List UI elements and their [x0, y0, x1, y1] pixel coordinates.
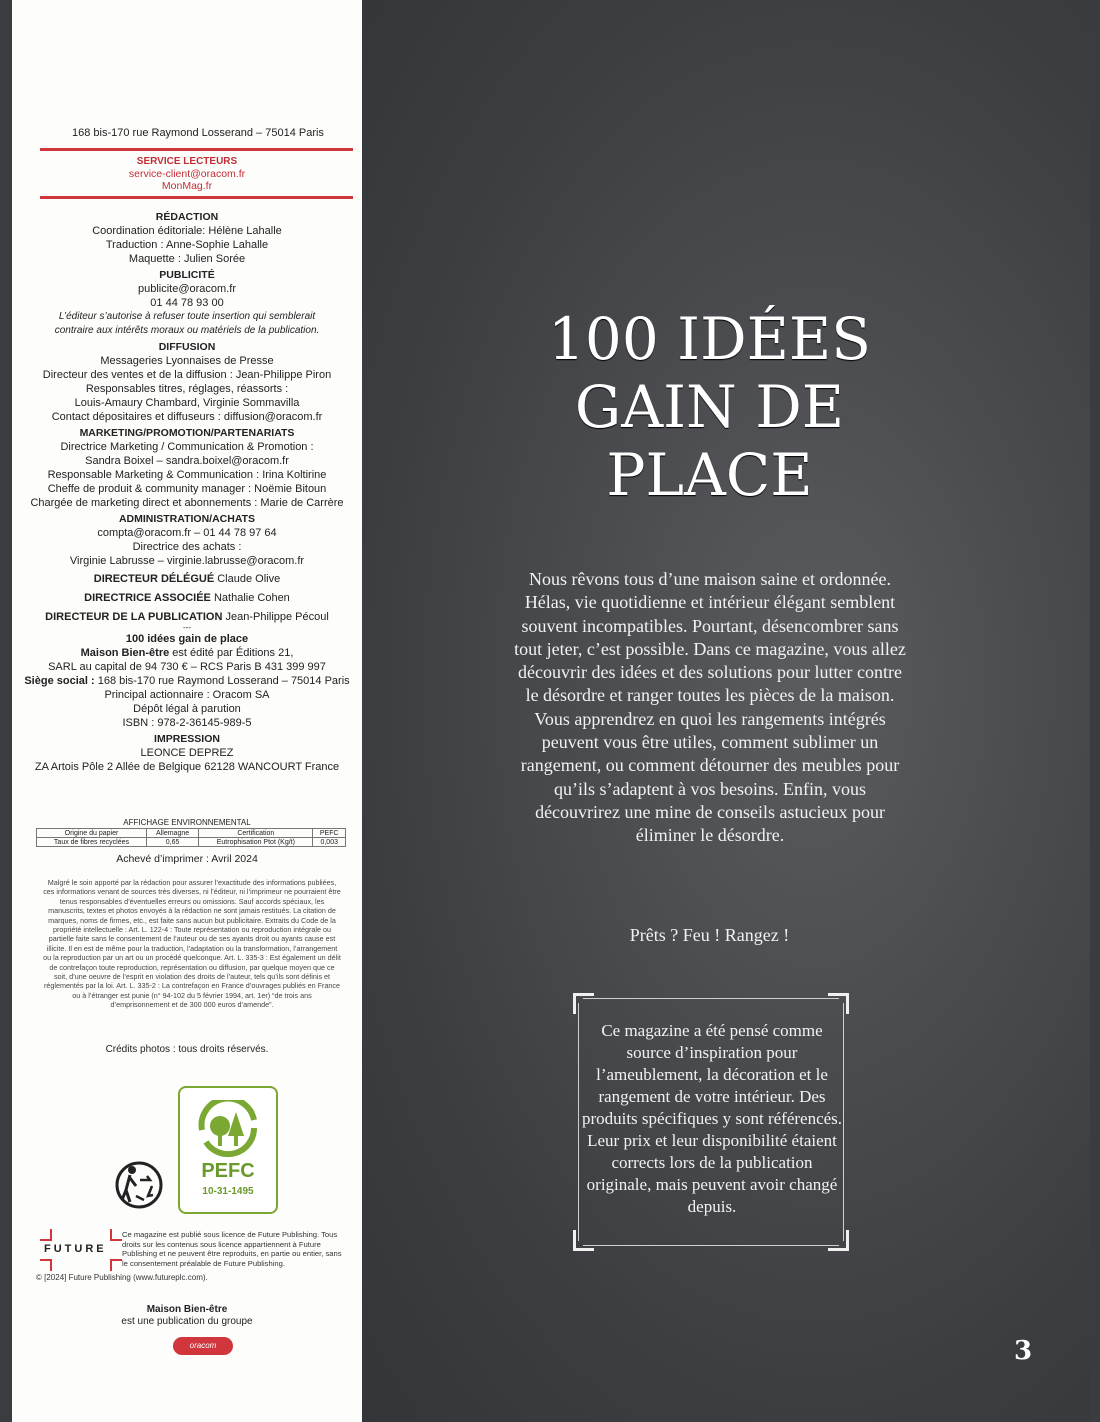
- edition-editor: [12, 646, 362, 660]
- table-cell: PEFC: [313, 829, 346, 838]
- red-divider-bottom: [40, 196, 353, 199]
- service-lecteurs-site[interactable]: MonMag.fr: [161, 180, 213, 192]
- maison-publication: [12, 1304, 362, 1328]
- diffusion-line: Contact dépositaires et diffuseurs : diffusion@oracom.fr: [51, 411, 323, 423]
- administration-line: Directrice des achats :: [132, 541, 242, 553]
- affichage-title: AFFICHAGE ENVIRONNEMENTAL: [123, 818, 251, 827]
- edition-actionnaire: Principal actionnaire : Oracom SA: [104, 689, 270, 701]
- edition-sarl: SARL au capital de 94 730 € – RCS Paris B 431 399 997: [48, 661, 326, 673]
- table-row: [37, 838, 346, 847]
- directrice-associee: [12, 591, 362, 605]
- edition-editor-rest: est édité par Éditions 21,: [169, 647, 294, 659]
- table-cell: 0,003: [313, 838, 346, 847]
- redaction-heading: RÉDACTION: [155, 211, 219, 223]
- credits-block: [12, 208, 362, 774]
- photo-credits: Crédits photos : tous droits réservés.: [105, 1044, 269, 1055]
- pefc-label: PEFC: [201, 1160, 255, 1182]
- impression-line: LEONCE DEPREZ: [140, 747, 234, 759]
- redaction-line: Maquette : Julien Sorée: [128, 253, 246, 265]
- directrice-associee-label: DIRECTRICE ASSOCIÉE: [84, 592, 211, 604]
- directeur-publication: [12, 610, 362, 624]
- frame-line-top: [583, 998, 839, 999]
- frame-line-bottom: [583, 1245, 839, 1246]
- page-edge-left: [0, 0, 12, 1422]
- marketing-line: Sandra Boixel – sandra.boixel@oracom.fr: [85, 455, 289, 467]
- page-edge-right: [1090, 0, 1100, 1422]
- title-line: 100 IDÉES: [548, 305, 871, 373]
- diffusion-heading: DIFFUSION: [158, 341, 216, 353]
- separator: ---: [183, 623, 191, 632]
- intro-paragraph: Nous rêvons tous d’une maison saine et ordonnée. Hélas, vie quotidienne et intérieur élégant semblent souvent incompatibles. Pourtant, désencombrer sans tout jeter, c’est possible. Dans ce magazine, vous allez découvrir des idées et des solutions pour lutter contre le désordre et ranger toutes les pièces de la maison. Vous apprendrez en quoi les rangements intégrés peuvent vous être utiles, comment sublimer un rangement, ou comment détourner des meubles pour qu’ils s’adaptent à vos besoins. Enfin, vous découvrirez une mine de conseils astucieux pour éliminer le désordre.: [514, 569, 906, 846]
- legal-notice: Malgré le soin apporté par la rédaction pour assurer l’exactitude des informations publiées, ces informations venant de sources très diverses, ni l’éditeur, ni l’imprimeur ne pourraient être tenus responsables d’éventuelles erreurs ou omissions. Sauf accords spéciaux, les manuscrits, textes et photos envoyés à la rédaction ne sont jamais restitués. La citation de marques, noms de firmes, etc., est faite sans aucun but publicitaire. Extraits du Code de la propriété intellectuelle : Art. L. 122-4 : Toute représentation ou reproduction intégrale ou partielle faite sans le consentement de l’auteur ou de ses ayants droit ou ayants cause est illicite. Il en est de même pour la traduction, l’adaptation ou la transformation, l’arrangement ou la reproduction par un art ou un procédé quelconque. Art. L. 335-3 : Est également un délit de contrefaçon toute reproduction, représentation ou diffusion, par quelque moyen que ce soit, d’une oeuvre de l’esprit en violation des droits de l’auteur, tels qu’ils sont définis et réglementés par la loi. Art. L. 335-2 : La contrefaçon en France d’ouvrages publiés en France ou à l’étranger est punie (n° 94-102 du 5 février 1994, art. 1er) “de trois ans d’emprisonnement et de 300 000 euros d’amende”.: [43, 878, 341, 1010]
- marketing-line: Cheffe de produit & community manager : Noëmie Bitoun: [47, 483, 327, 495]
- impression-heading: IMPRESSION: [154, 733, 220, 745]
- diffusion-line: Louis-Amaury Chambard, Virginie Sommavilla: [74, 397, 300, 409]
- directeur-delegue-label: DIRECTEUR DÉLÉGUÉ: [93, 573, 215, 585]
- title-line: PLACE: [606, 441, 813, 509]
- future-bracket-icon: [40, 1229, 52, 1241]
- impression-line: ZA Artois Pôle 2 Allée de Belgique 62128 WANCOURT France: [34, 761, 340, 773]
- future-logo: FUTURE: [44, 1243, 107, 1255]
- slogan: Prêts ? Feu ! Rangez !: [629, 925, 790, 945]
- publisher-address: 168 bis-170 rue Raymond Losserand – 75014 Paris: [72, 127, 324, 139]
- table-cell: Certification: [199, 829, 313, 838]
- page-number: 3: [1014, 1336, 1033, 1366]
- directeur-publication-label: DIRECTEUR DE LA PUBLICATION: [45, 611, 223, 623]
- redaction-line: Traduction : Anne-Sophie Lahalle: [105, 239, 269, 251]
- recycle-triman-icon: [114, 1156, 164, 1214]
- directeur-publication-name: Jean-Philippe Pécoul: [225, 611, 329, 623]
- page-title: [362, 305, 1057, 509]
- edition-depot: Dépôt légal à parution: [133, 703, 241, 715]
- marketing-heading: MARKETING/PROMOTION/PARTENARIATS: [79, 427, 295, 439]
- future-license-text: Ce magazine est publié sous licence de Future Publishing. Tous droits sur les contenus sous licence appartiennent à Future Publishing et ne peuvent être reproduits, en partie ou entier, sans le consentement préalable de Future Publishing.: [122, 1230, 342, 1268]
- service-lecteurs: [12, 156, 362, 192]
- title-line: GAIN DE: [574, 373, 845, 441]
- diffusion-line: Directeur des ventes et de la diffusion : Jean-Philippe Piron: [42, 369, 332, 381]
- service-lecteurs-heading: SERVICE LECTEURS: [136, 156, 238, 167]
- frame-corner: [573, 1230, 594, 1251]
- future-bracket-icon: [110, 1229, 122, 1241]
- administration-line: compta@oracom.fr – 01 44 78 97 64: [97, 527, 277, 539]
- oracom-logo: oracom: [173, 1337, 233, 1355]
- table-row: [37, 829, 346, 838]
- directeur-delegue: [12, 572, 362, 586]
- colophon-column: [12, 0, 362, 1422]
- administration-heading: ADMINISTRATION/ACHATS: [118, 513, 256, 525]
- marketing-line: Directrice Marketing / Communication & Promotion :: [60, 441, 314, 453]
- table-cell: Eutrophisation Ptot (Kg/t): [199, 838, 313, 847]
- diffusion-line: Responsables titres, réglages, réassorts :: [85, 383, 289, 395]
- frame-corner: [573, 993, 594, 1014]
- disclaimer-text: Ce magazine a été pensé comme source d’inspiration pour l’ameublement, la décoration et le rangement de votre intérieur. Des produits spécifiques y sont référencés. Leur prix et leur disponibilité étaient corrects lors de la publication originale, mais peuvent avoir changé depuis.: [581, 1021, 843, 1216]
- future-copyright: © [2024] Future Publishing (www.futureplc.com).: [36, 1273, 208, 1282]
- table-cell: Taux de fibres recyclées: [37, 838, 147, 847]
- pefc-number: 10-31-1495: [202, 1186, 254, 1197]
- table-cell: 0,65: [146, 838, 198, 847]
- table-cell: Origine du papier: [37, 829, 147, 838]
- marketing-line: Chargée de marketing direct et abonnements : Marie de Carrère: [30, 497, 344, 509]
- edition-title: 100 idées gain de place: [125, 633, 249, 645]
- environment-table: [36, 828, 346, 847]
- future-bracket-icon: [110, 1259, 122, 1271]
- diffusion-line: Messageries Lyonnaises de Presse: [100, 355, 274, 367]
- maison-name: Maison Bien-être: [146, 1304, 228, 1315]
- frame-corner: [828, 993, 849, 1014]
- redaction-line: Coordination éditoriale: Hélène Lahalle: [92, 225, 282, 237]
- table-cell: Allemagne: [146, 829, 198, 838]
- acheve-imprimer: Achevé d’imprimer : Avril 2024: [116, 853, 258, 865]
- frame-corner: [828, 1230, 849, 1251]
- administration-line: Virginie Labrusse – virginie.labrusse@oracom.fr: [69, 555, 305, 567]
- publicite-note: L’éditeur s’autorise à refuser toute insertion qui semblerait: [58, 311, 316, 322]
- edition-isbn: ISBN : 978-2-36145-989-5: [122, 717, 252, 729]
- publicite-phone: 01 44 78 93 00: [150, 297, 224, 309]
- marketing-line: Responsable Marketing & Communication : Irina Koltirine: [47, 469, 327, 481]
- edition-siege-label: Siège social :: [24, 675, 95, 687]
- publicite-note: contraire aux intérêts moraux ou matériels de la publication.: [54, 325, 320, 336]
- edition-siege: [12, 674, 362, 688]
- service-lecteurs-email[interactable]: service-client@oracom.fr: [128, 168, 246, 180]
- future-bracket-icon: [40, 1259, 52, 1271]
- directrice-associee-name: Nathalie Cohen: [213, 592, 290, 604]
- edition-editor-name: Maison Bien-être: [80, 647, 170, 659]
- publicite-heading: PUBLICITÉ: [159, 269, 215, 281]
- maison-line: est une publication du groupe: [121, 1316, 253, 1327]
- red-divider-top: [40, 148, 353, 151]
- publicite-email[interactable]: publicite@oracom.fr: [138, 283, 236, 295]
- directeur-delegue-name: Claude Olive: [217, 573, 281, 585]
- pefc-logo: [178, 1086, 278, 1214]
- edition-siege-address: 168 bis-170 rue Raymond Losserand – 75014 Paris: [94, 675, 350, 687]
- pefc-trees-icon: [192, 1100, 264, 1158]
